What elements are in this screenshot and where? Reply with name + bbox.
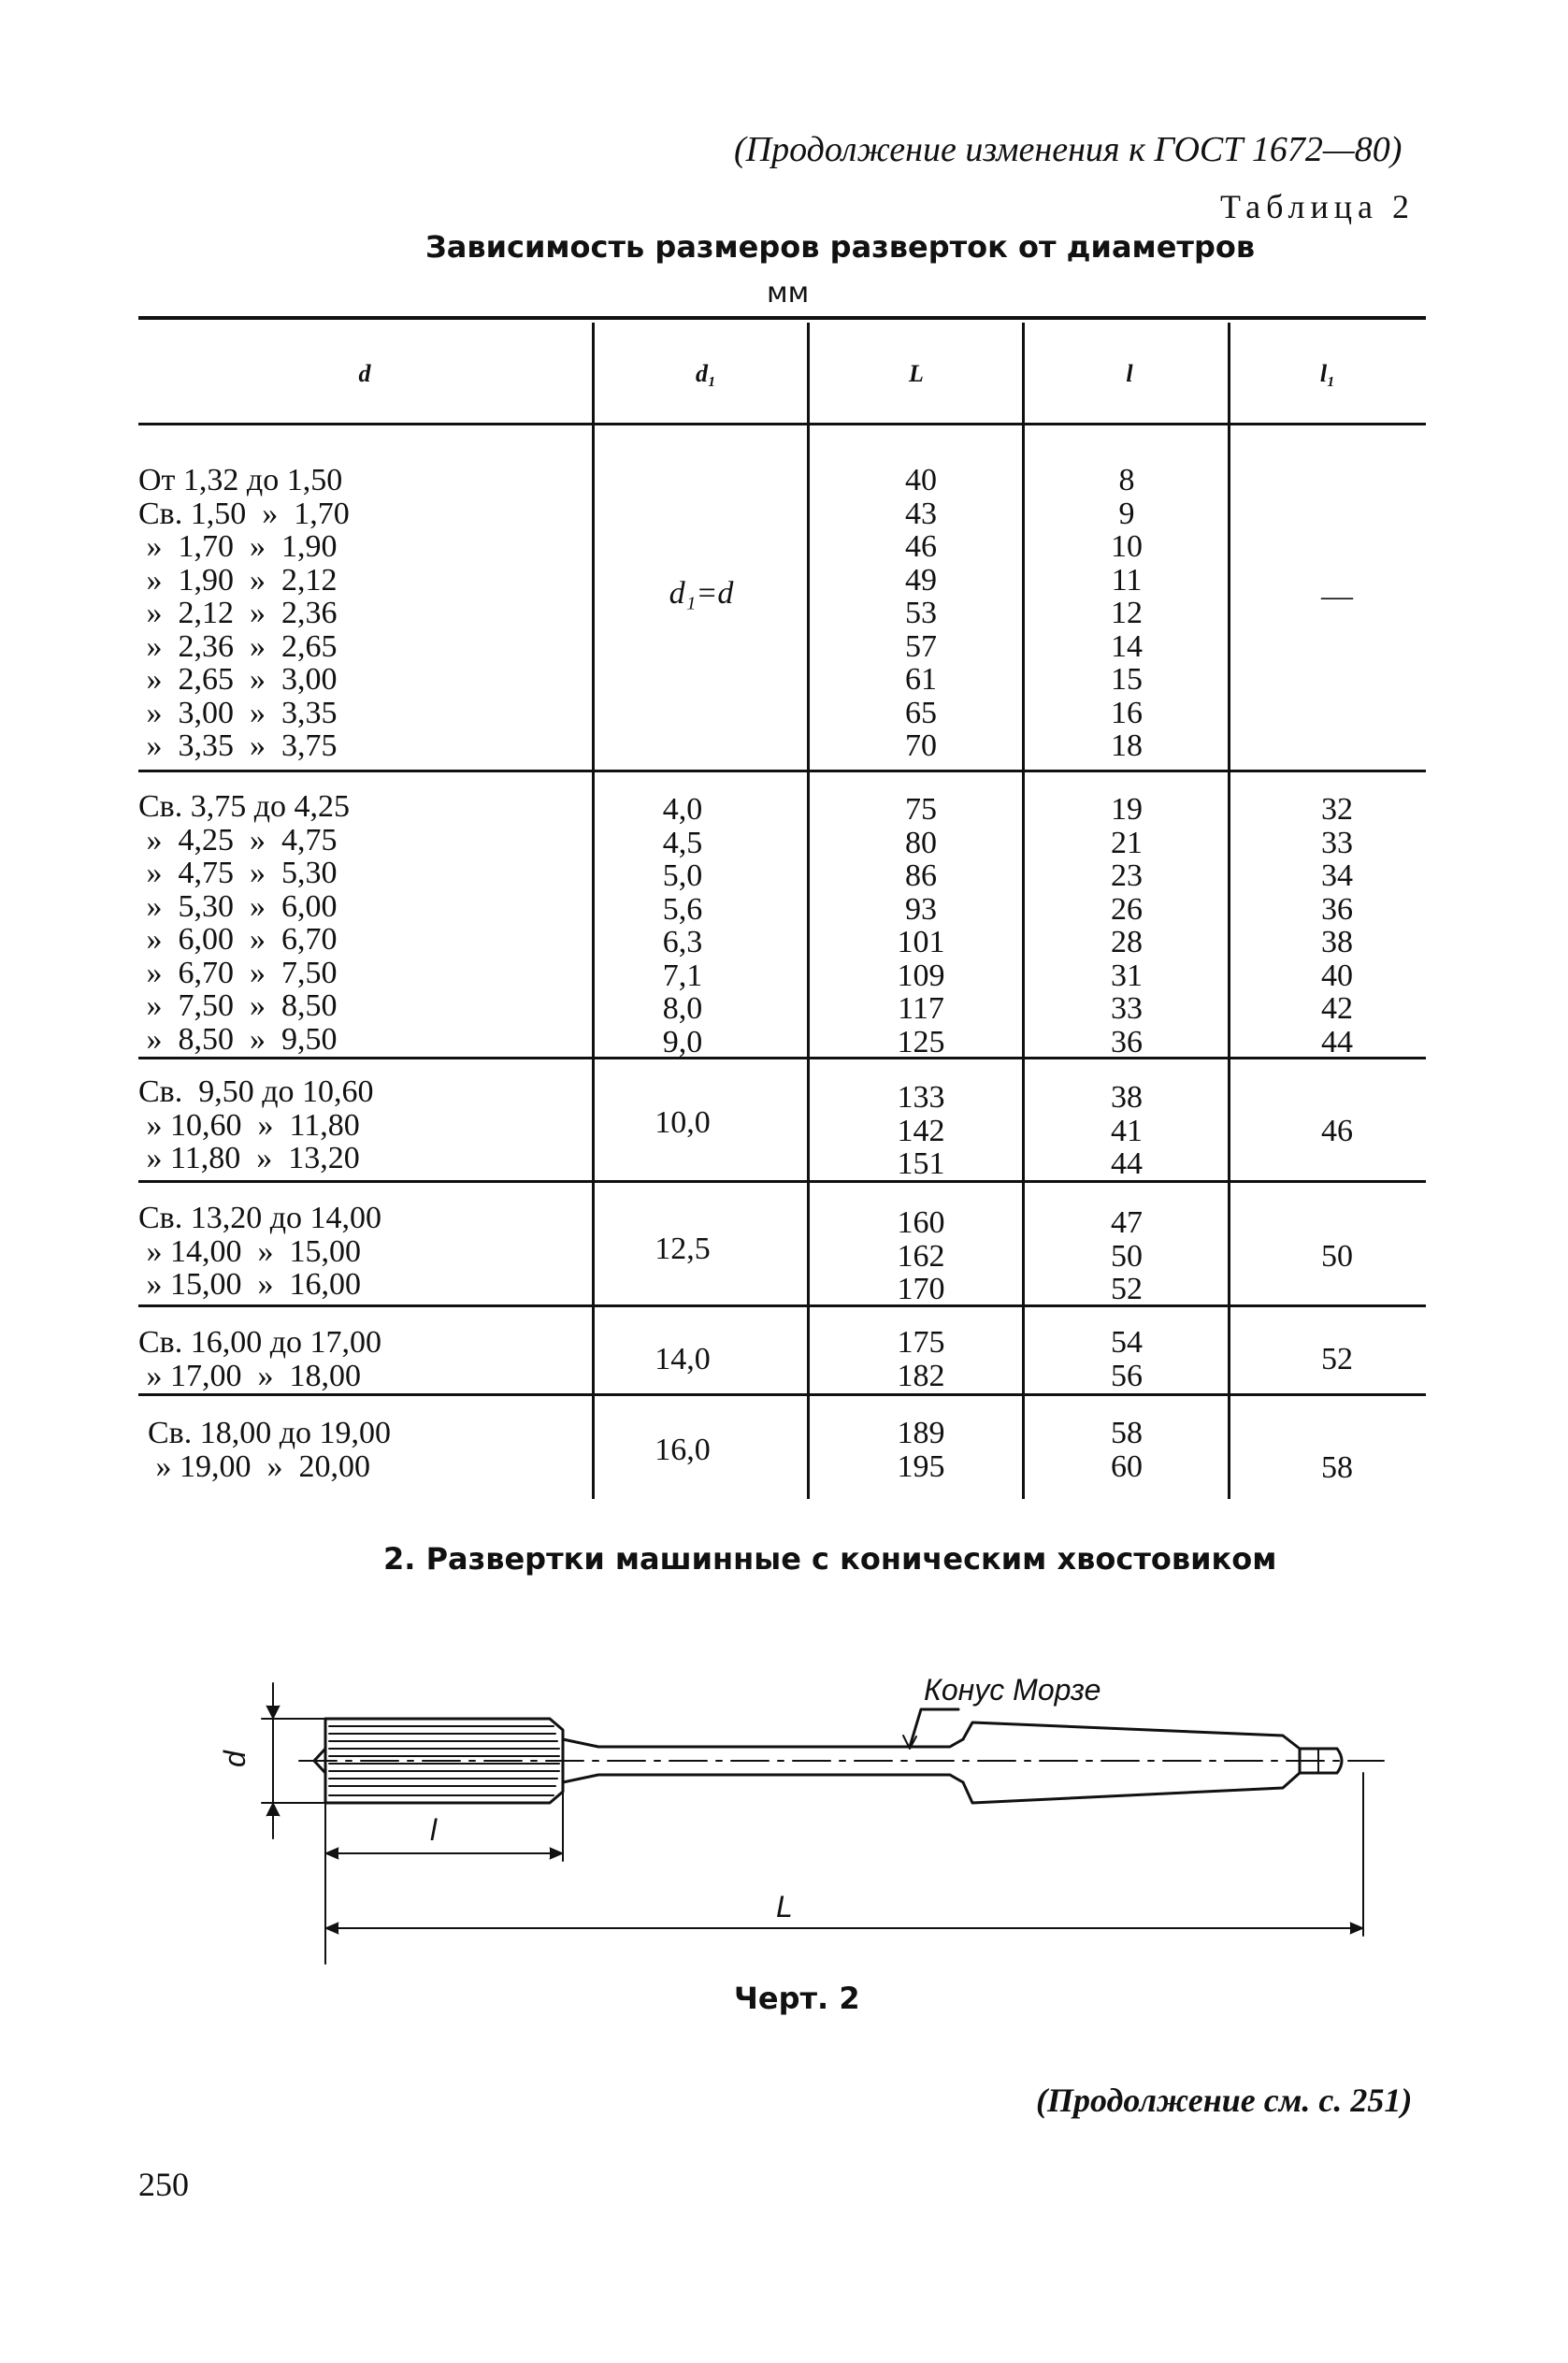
section-title: 2. Развертки машинные с коническим хвостовиком [383,1541,1277,1577]
group-3-d: Св. 9,50 до 10,60 » 10,60 » 11,80 » 11,80 » 13,20 [138,1074,374,1175]
col-header-d1: d₁ [695,360,717,387]
group-1-l: 8 9 10 11 12 14 15 16 18 [1111,463,1143,763]
group-5-L: 175 182 [897,1325,945,1393]
group-4-l1: 50 [1321,1239,1353,1274]
group-2-l1: 32 33 34 36 38 40 42 44 [1321,792,1353,1059]
dim-l-label: l [430,1813,438,1847]
group-2-L: 75 80 86 93 101 109 117 125 [897,792,945,1059]
dim-d-label: d [218,1751,252,1767]
group-3-l1: 46 [1321,1114,1353,1148]
group-rule-1 [138,770,1426,772]
group-rule-5 [138,1393,1426,1396]
group-5-d1: 14,0 [655,1342,711,1376]
reamer-neck [563,1739,963,1747]
col-rule-1 [592,323,595,1499]
cone-morse-label: Конус Морзе [924,1673,1101,1707]
table-header-rule [138,423,1426,425]
group-4-d1: 12,5 [655,1232,711,1266]
col-header-L: L [909,360,924,387]
group-6-d1: 16,0 [655,1433,711,1467]
table-top-rule [138,316,1426,320]
table-label: Таблица 2 [1220,188,1415,225]
group-1-l1: — [1321,579,1353,613]
group-5-l1: 52 [1321,1342,1353,1376]
col-rule-2 [807,323,810,1499]
col-rule-4 [1228,323,1230,1499]
drawing-caption: Черт. 2 [734,1981,860,2016]
group-6-l1: 58 [1321,1450,1353,1485]
group-5-d: Св. 16,00 до 17,00 » 17,00 » 18,00 [138,1325,382,1393]
group-3-L: 133 142 151 [897,1080,945,1181]
group-2-l: 19 21 23 26 28 31 33 36 [1111,792,1143,1059]
group-6-d: Св. 18,00 до 19,00 » 19,00 » 20,00 [148,1416,392,1484]
continuation-footer: (Продолжение см. с. 251) [1036,2082,1413,2119]
group-4-d: Св. 13,20 до 14,00 » 14,00 » 15,00 » 15,00 » 16,00 [138,1201,382,1302]
page-number: 250 [138,2166,189,2203]
group-2-d1: 4,0 4,5 5,0 5,6 6,3 7,1 8,0 9,0 [662,792,703,1059]
group-6-l: 58 60 [1111,1416,1143,1484]
col-rule-3 [1022,323,1025,1499]
group-rule-4 [138,1304,1426,1307]
dim-L-label: L [776,1890,793,1924]
group-4-L: 160 162 170 [897,1205,945,1306]
morse-taper-shank [963,1722,1342,1803]
table-unit: мм [767,277,810,310]
group-3-l: 38 41 44 [1111,1080,1143,1181]
col-header-l1: l₁ [1319,360,1336,387]
group-1-L: 40 43 46 49 53 57 61 65 70 [905,463,937,763]
group-1-d: От 1,32 до 1,50 Св. 1,50 » 1,70 » 1,70 » 1,90 » 1,90 » 2,12 » 2,12 » 2,36 » 2,36 » 2,65 » 2,65 » 3,00 » 3,00 » 3,35 » 3,35 » 3,75 [138,463,350,763]
col-header-d: d [358,360,371,387]
group-3-d1: 10,0 [655,1105,711,1140]
cone-leader [910,1709,958,1747]
group-2-d: Св. 3,75 до 4,25 » 4,25 » 4,75 » 4,75 » 5,30 » 5,30 » 6,00 » 6,00 » 6,70 » 6,70 » 7,50 » 7,50 » 8,50 » 8,50 » 9,50 [138,789,351,1057]
col-header-l: l [1126,360,1133,387]
group-rule-2 [138,1057,1426,1059]
table-title: Зависимость размеров разверток от диаметров [425,229,1256,265]
reamer-drawing [218,1608,1421,1964]
group-rule-3 [138,1180,1426,1183]
group-5-l: 54 56 [1111,1325,1143,1393]
group-6-L: 189 195 [897,1416,945,1484]
group-4-l: 47 50 52 [1111,1205,1143,1306]
group-1-d1: d₁=d [669,576,734,611]
continuation-header: (Продолжение изменения к ГОСТ 1672—80) [734,130,1403,169]
